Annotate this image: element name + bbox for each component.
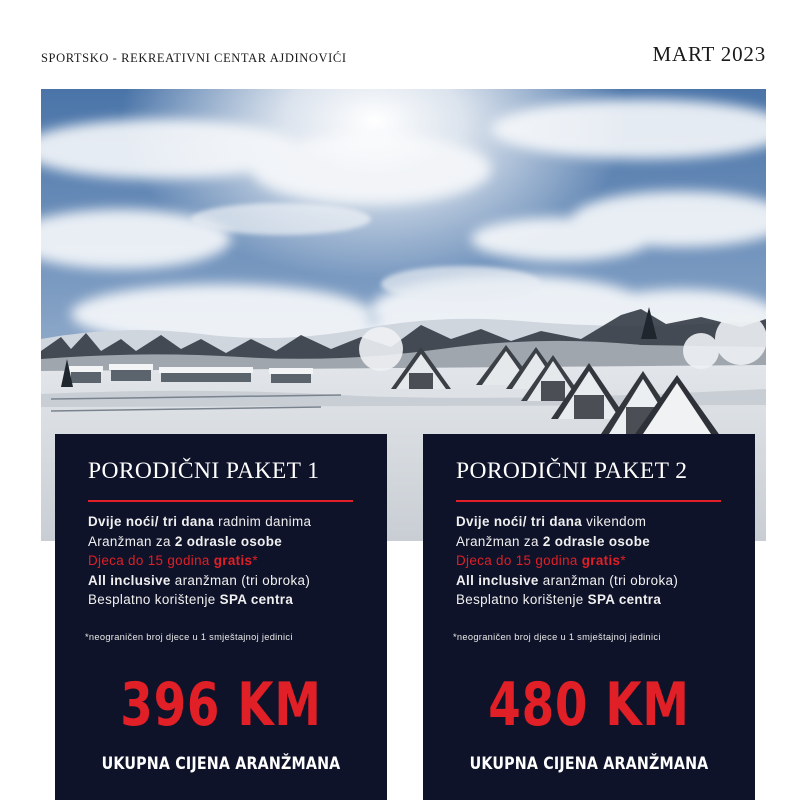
organization-name: SPORTSKO - REKREATIVNI CENTAR AJDINOVIĆI bbox=[41, 51, 347, 65]
package-title: PORODIČNI PAKET 2 bbox=[456, 458, 688, 484]
package-details bbox=[88, 512, 378, 610]
detail-children: Djeca do 15 godina gratis* bbox=[88, 553, 258, 569]
title-divider bbox=[88, 500, 353, 502]
detail-duration: Dvije noći/ tri dana vikendom bbox=[456, 514, 647, 529]
price-label: UKUPNA CIJENA ARANŽMANA bbox=[469, 754, 709, 774]
package-title: PORODIČNI PAKET 1 bbox=[88, 458, 320, 484]
detail-duration: Dvije noći/ tri dana radnim danima bbox=[88, 514, 312, 529]
package-card-2 bbox=[423, 434, 755, 800]
price-label: UKUPNA CIJENA ARANŽMANA bbox=[101, 754, 341, 774]
children-note: *neograničen broj djece u 1 smještajnoj jedinici bbox=[453, 632, 661, 642]
children-note: *neograničen broj djece u 1 smještajnoj jedinici bbox=[85, 632, 293, 642]
title-divider bbox=[456, 500, 721, 502]
package-price: 396 KM bbox=[120, 670, 322, 740]
detail-all-inclusive: All inclusive aranžman (tri obroka) bbox=[88, 572, 311, 588]
detail-spa: Besplatno korištenje SPA centra bbox=[456, 592, 662, 608]
issue-date: MART 2023 bbox=[652, 42, 766, 66]
detail-children: Djeca do 15 godina gratis* bbox=[456, 553, 626, 569]
package-card-1 bbox=[55, 434, 387, 800]
detail-spa: Besplatno korištenje SPA centra bbox=[88, 592, 294, 608]
detail-adults: Aranžman za 2 odrasle osobe bbox=[456, 533, 651, 549]
package-price: 480 KM bbox=[488, 670, 690, 740]
detail-all-inclusive: All inclusive aranžman (tri obroka) bbox=[456, 572, 679, 588]
detail-adults: Aranžman za 2 odrasle osobe bbox=[88, 533, 283, 549]
package-details bbox=[456, 512, 746, 610]
